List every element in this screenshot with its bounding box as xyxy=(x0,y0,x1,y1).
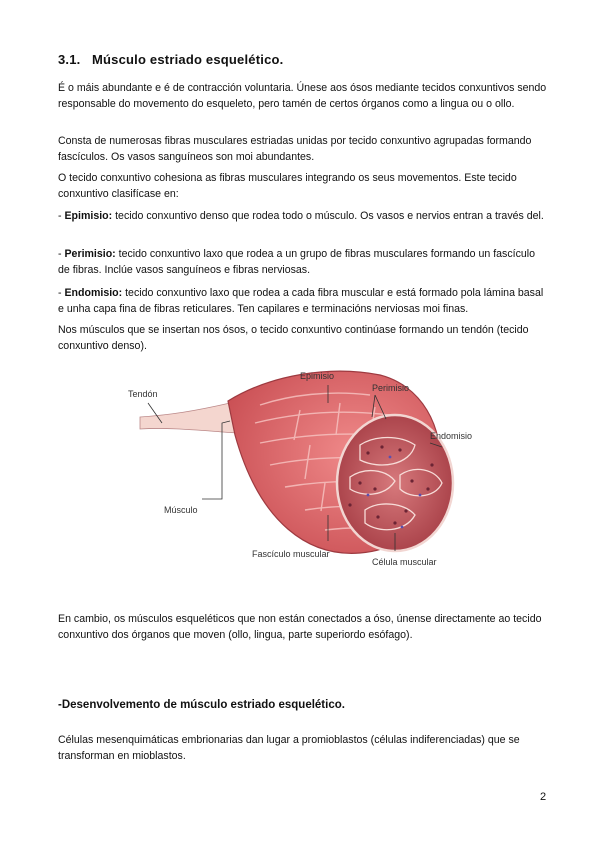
term-perimisio: Perimisio: xyxy=(64,248,116,260)
paragraph-perimisio xyxy=(58,246,548,278)
definition-epimisio: tecido conxuntivo denso que rodea todo o músculo. Os vasos e nervios entran a través del. xyxy=(112,210,544,222)
paragraph-other-muscles: En cambio, os músculos esqueléticos que non están conectados a óso, únense directamente ao tecido conxuntivo dos órganos que moven (ollo, lingua, parte superiordo esófago). xyxy=(58,613,542,641)
section-heading xyxy=(58,52,283,67)
list-dash: - xyxy=(58,287,65,299)
paragraph-endomisio xyxy=(58,285,548,317)
label-tendon: Tendón xyxy=(128,389,158,399)
tendon-shape xyxy=(140,403,238,433)
label-endomisio: Endomisio xyxy=(430,431,473,441)
term-endomisio: Endomisio: xyxy=(64,287,123,299)
label-musculo: Músculo xyxy=(164,505,198,515)
paragraph-composition: Consta de numerosas fibras musculares estriadas unidas por tecido conxuntivo agrupadas formando fascículos. Os vasos sanguíneos son moi abundantes. xyxy=(58,135,532,163)
label-epimisio: Epimisio xyxy=(300,371,335,381)
definition-perimisio: tecido conxuntivo laxo que rodea a un grupo de fibras musculares formando un fascículo de fibras. Inclúe vasos sanguíneos e fibras nerviosas. xyxy=(58,248,536,276)
label-perimisio: Perimisio xyxy=(372,383,410,393)
muscle-anatomy-figure xyxy=(110,365,480,575)
definition-endomisio: tecido conxuntivo laxo que rodea a cada fibra muscular e está formado pola lámina basal e unha capa fina de fibras reticulares. Ten capilares e terminacións nerviosas moi finas. xyxy=(58,287,544,315)
section-number: 3.1. xyxy=(58,52,81,67)
paragraph-epimisio xyxy=(58,208,548,224)
muscle-illustration xyxy=(110,365,480,575)
section-title: Músculo estriado esquelético. xyxy=(92,52,284,67)
paragraph-connective: O tecido conxuntivo cohesiona as fibras musculares integrando os seus movementos. Este tecido conxuntivo clasifícase en: xyxy=(58,172,517,200)
term-epimisio: Epimisio: xyxy=(64,210,113,222)
label-fasciculo: Fascículo muscular xyxy=(252,549,330,559)
paragraph-development: Células mesenquimáticas embrionarias dan lugar a promioblastos (células indiferenciadas) que se transforman en mioblastos. xyxy=(58,734,520,762)
paragraph-intro: É o máis abundante e é de contracción voluntaria. Únese aos ósos mediante tecidos conxuntivos sendo responsable do movemento do esqueleto, pero tamén de certos órganos como a lingua ou o ollo. xyxy=(58,82,547,110)
label-celula: Célula muscular xyxy=(372,557,437,567)
paragraph-tendon: Nos músculos que se insertan nos ósos, o tecido conxuntivo continúase formando un tendón (tecido conxuntivo denso). xyxy=(58,324,529,352)
list-dash: - xyxy=(58,210,65,222)
page-number: 2 xyxy=(540,791,547,803)
subsection-heading: -Desenvolvemento de músculo estriado esquelético. xyxy=(58,699,345,711)
list-dash: - xyxy=(58,248,65,260)
